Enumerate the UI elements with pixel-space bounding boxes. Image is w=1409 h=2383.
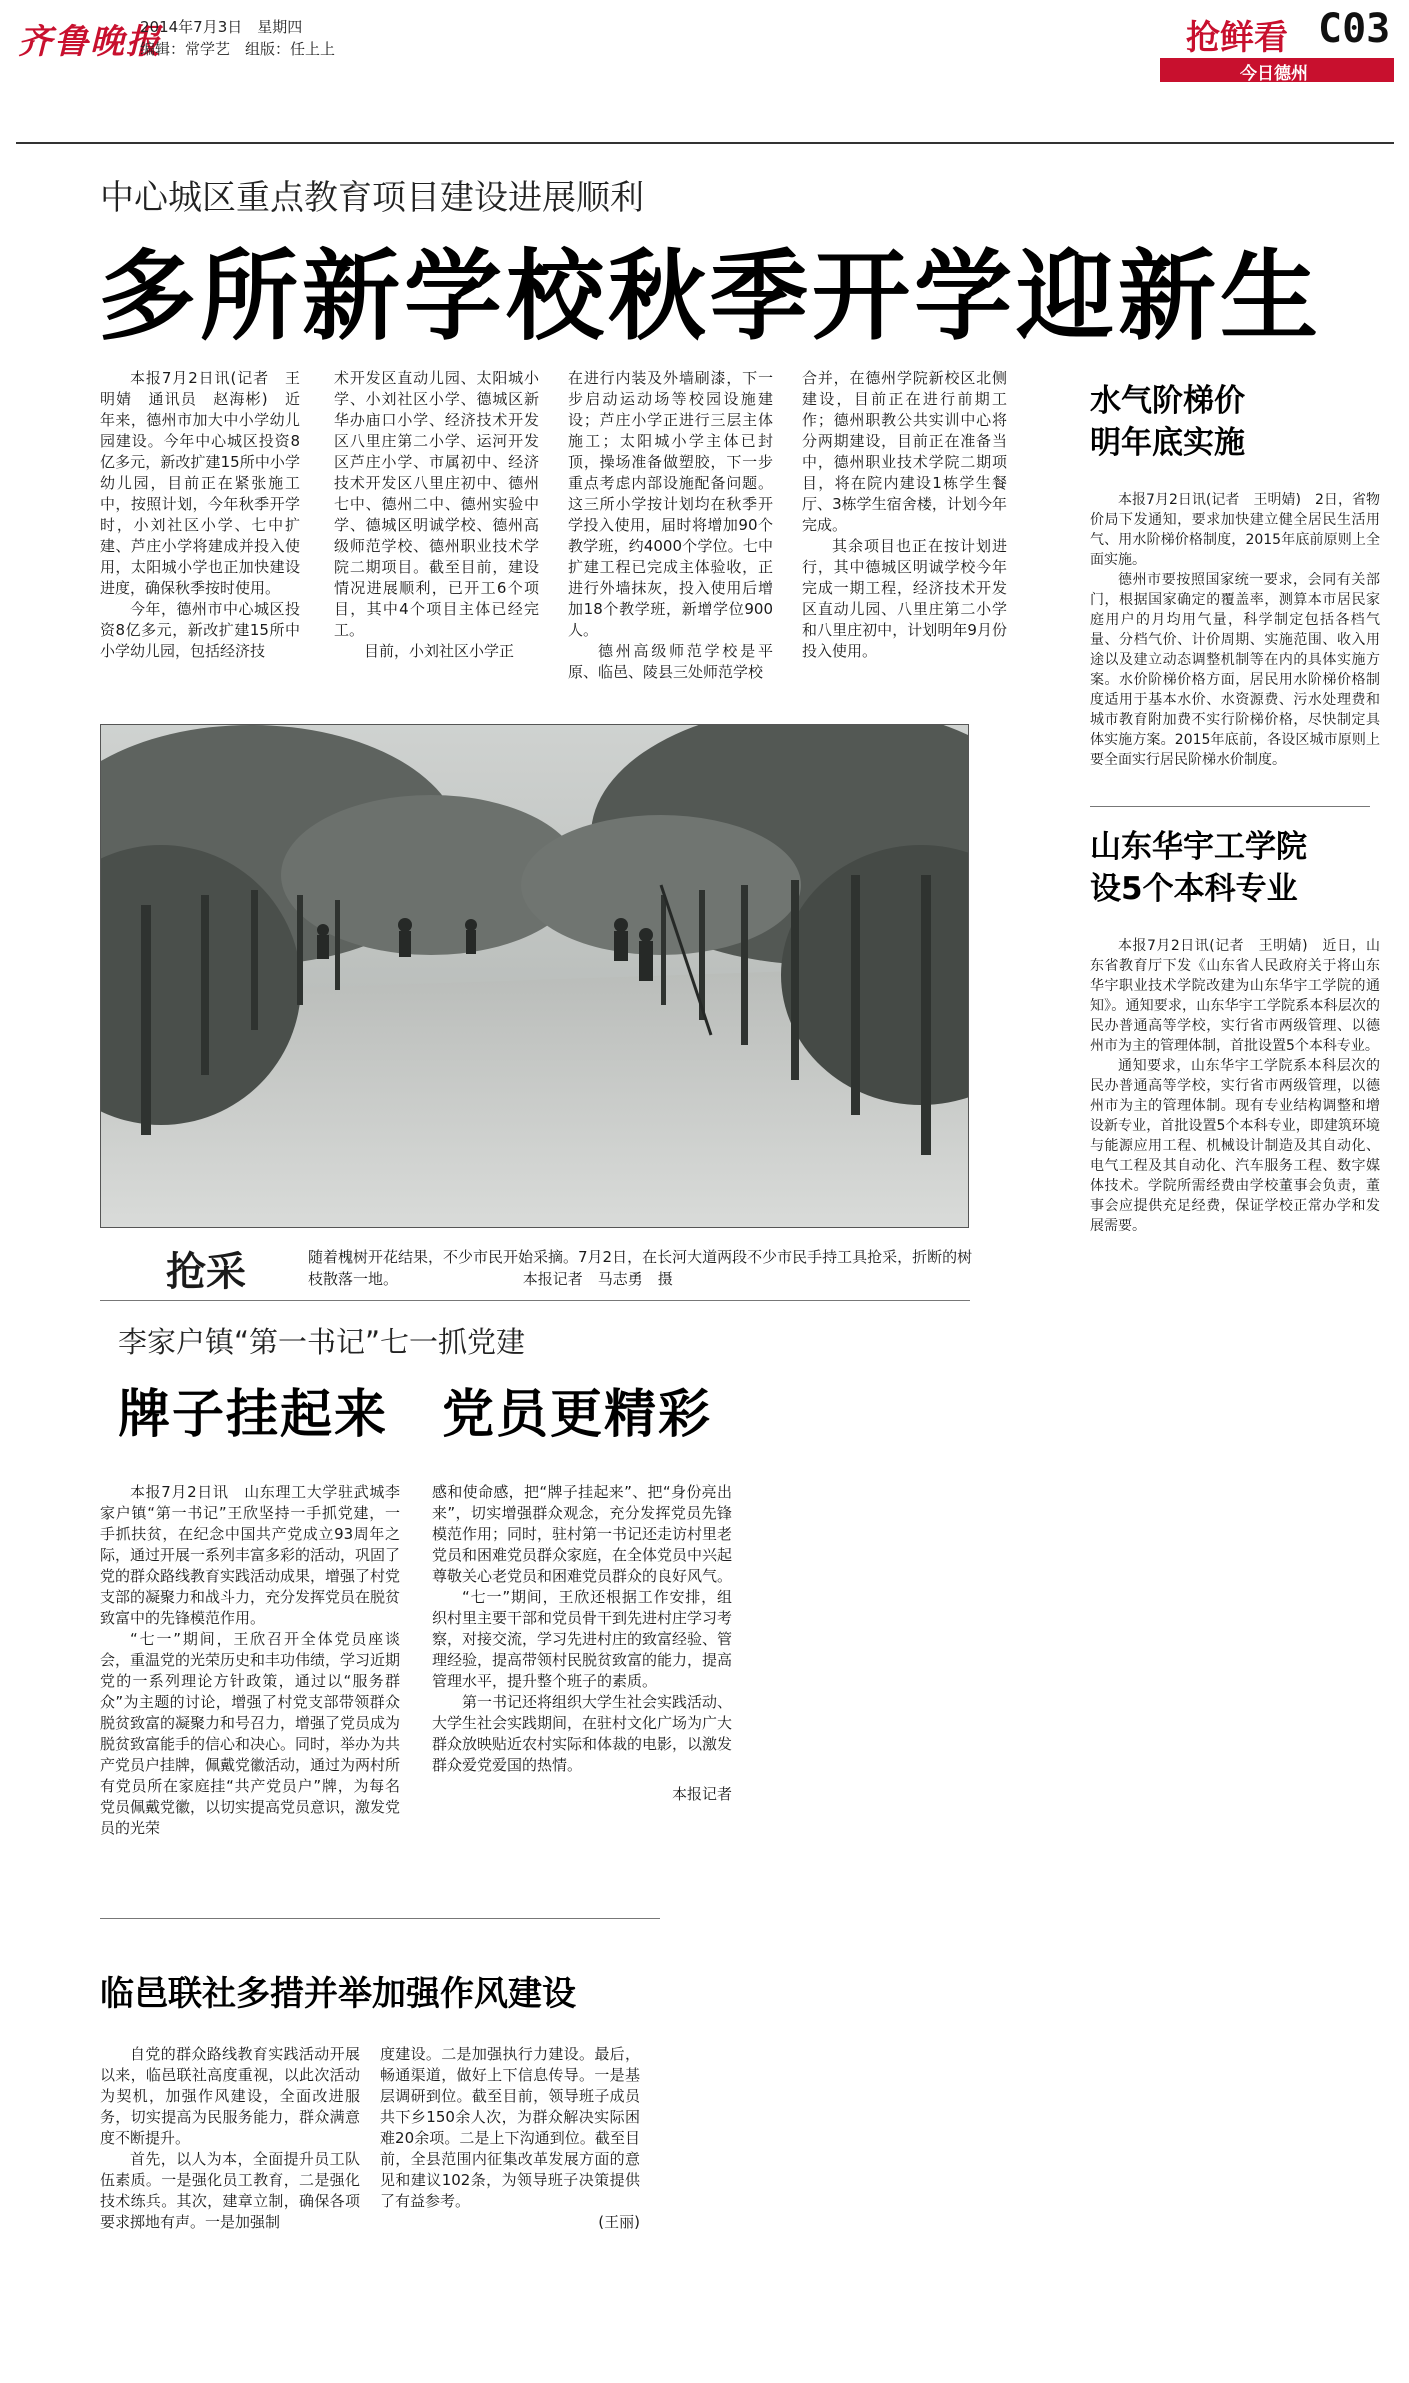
lead-column-1 [100,368,300,662]
side-story-title-line: 明年底实施 [1090,425,1245,461]
paragraph: 其余项目也正在按计划进行，其中德城区明诚学校今年完成一期工程，经济技术开发区直动儿园、八里庄第二小学和八里庄初中，计划明年9月份投入使用。 [802,537,1007,660]
side-story-body [1090,490,1380,770]
paragraph: 感和使命感，把“牌子挂起来”、把“身份亮出来”，切实增强群众观念，充分发挥党员先锋模范作用；同时，驻村第一书记还走访村里老党员和困难党员群众家庭，在全体党员中兴起尊敬关心老党员和困难党员群众的良好风气。 [432,1483,733,1585]
photo-illustration [101,725,968,1227]
story3-column-1 [100,2044,360,2233]
side-story-title-line: 水气阶梯价 [1090,383,1245,419]
news-photo [100,724,969,1228]
paragraph: 在进行内装及外墙刷漆，下一步启动运动场等校园设施建设；芦庄小学正进行三层主体施工；太阳城小学主体已封顶，操场准备做塑胶，下一步重点考虑内部设施配备问题。这三所小学按计划均在秋季开学投入使用，届时将增加90个教学班，约4000个学位。七中扩建工程已完成主体验收，正进行外墙抹灰，投入使用后增加18个教学班，新增学位900人。 [568,369,773,639]
side-story-body [1090,936,1380,1236]
page-number: C03 [1318,6,1391,52]
story2-column-1 [100,1482,400,1839]
masthead-logo: 齐鲁晚报 [18,22,162,62]
header-rule [16,142,1394,144]
lead-column-4 [802,368,1007,662]
photo-caption-block [308,1246,978,1290]
photo-title: 抢采 [166,1249,246,1295]
paragraph: 本报7月2日讯 山东理工大学驻武城李家户镇“第一书记”王欣坚持一手抓党建，一手抓扶贫，在纪念中国共产党成立93周年之际，通过开展一系列丰富多彩的活动，巩固了党的群众路线教育实践活动成果，增强了村党支部的凝聚力和战斗力，充分发挥党员在脱贫致富中的先锋模范作用。 [100,1483,401,1627]
side-story-water-gas [1090,380,1380,770]
paragraph: 通知要求，山东华宇工学院系本科层次的民办普通高等学校，实行省市两级管理，以德州市为主的管理体制。现有专业结构调整和增设新专业，首批设置5个本科专业，即建筑环境与能源应用工程、机械设计制造及其自动化、电气工程及其自动化、汽车服务工程、数字媒体技术。学院所需经费由学校董事会负责，董事会应提供充足经费，保证学校正常办学和发展需要。 [1090,1058,1380,1234]
paragraph: 自党的群众路线教育实践活动开展以来，临邑联社高度重视，以此次活动为契机，加强作风建设，全面改进服务，切实提高为民服务能力，群众满意度不断提升。 [100,2045,360,2147]
paragraph: 度建设。二是加强执行力建设。最后，畅通渠道，做好上下信息传导。一是基层调研到位。截至目前，领导班子成员共下乡150余人次，为群众解决实际困难20余项。二是上下沟通到位。截至目前，全县范围内征集改革发展方面的意见和建议102条，为领导班子决策提供了有益参考。 [380,2045,640,2210]
section-name: 抢鲜看 [1186,18,1288,58]
story-divider [100,1918,660,1919]
side-divider [1090,806,1370,807]
lead-column-2 [334,368,539,662]
editors-line: 编辑：常学艺 组版：任上上 [140,40,336,58]
lead-column-3 [568,368,773,683]
paragraph: 目前，小刘社区小学正 [364,642,515,660]
paragraph: 今年，德州市中心城区投资8亿多元，新改扩建15所中小学幼儿园，包括经济技 [100,600,300,660]
story3-column-2 [380,2044,640,2233]
paragraph: 首先，以人为本，全面提升员工队伍素质。一是强化员工教育，二是强化技术练兵。其次，建章立制，确保各项要求掷地有声。一是加强制 [100,2150,360,2231]
paragraph: “七一”期间，王欣还根据工作安排，组织村里主要干部和党员骨干到先进村庄学习考察，对接交流，学习先进村庄的致富经验、管理经验，提高带领村民脱贫致富的能力，提高管理水平，提升整个班子的素质。 [432,1588,733,1690]
photo-caption: 随着槐树开花结果，不少市民开始采摘。7月2日，在长河大道两段不少市民手持工具抢采，折断的树枝散落一地。 [308,1248,973,1288]
subsection-name: 今日德州 [1240,64,1308,84]
story3-headline: 临邑联社多措并举加强作风建设 [100,1974,576,2014]
paragraph: 德州市要按照国家统一要求，会同有关部门，根据国家确定的覆盖率，测算本市居民家庭用户的月均用气量，科学制定包括各档气量、分档气价、计价周期、实施范围、收入用途以及建立动态调整机制等在内的具体实施方案。水价阶梯价格方面，居民用水阶梯价格制度适用于基本水价、水资源费、污水处理费和城市教育附加费不实行阶梯价格，尽快制定具体实施方案。2015年底前，各设区城市原则上要全面实行居民阶梯水价制度。 [1090,572,1380,768]
paragraph: 本报7月2日讯(记者 王明婧) 近日，山东省教育厅下发《山东省人民政府关于将山东华宇职业技术学院改建为山东华宇工学院的通知》。通知要求，山东华宇工学院系本科层次的民办普通高等学校，实行省市两级管理、以德州市为主的管理体制，首批设置5个本科专业。 [1090,938,1380,1054]
story3-byline: (王丽) [598,2213,640,2231]
side-story-title-line: 山东华宇工学院 [1090,829,1307,865]
section-divider [100,1300,970,1301]
lead-kicker: 中心城区重点教育项目建设进展顺利 [100,178,644,218]
photo-credit: 本报记者 马志勇 摄 [522,1270,673,1288]
paragraph: 第一书记还将组织大学生社会实践活动、大学生社会实践期间，在驻村文化广场为广大群众放映贴近农村实际和体裁的电影，以激发群众爱党爱国的热情。 [432,1693,733,1774]
paragraph: “七一”期间，王欣召开全体党员座谈会，重温党的光荣历史和丰功伟绩，学习近期党的一系列理论方针政策，通过以“服务群众”为主题的讨论，增强了村党支部带领群众脱贫致富的凝聚力和号召力，增强了党员成为脱贫致富能手的信心和决心。同时，举办为共产党员户挂牌，佩戴党徽活动，通过为两村所有党员所在家庭挂“共产党员户”牌，为每名党员佩戴党徽，以切实提高党员意识，激发党员的光荣 [100,1630,401,1837]
story2-byline: 本报记者 [671,1785,732,1803]
side-story-huayu [1090,826,1380,1236]
story2-headline: 牌子挂起来 党员更精彩 [118,1385,713,1445]
paragraph: 德州高级师范学校是平原、临邑、陵县三处师范学校 [568,642,773,681]
story2-column-2 [432,1482,732,1805]
paragraph: 合并，在德州学院新校区北侧建设，目前正在进行前期工作；德州职教公共实训中心将分两期建设，目前正在准备当中，德州职业技术学院二期项目，将在院内建设1栋学生餐厅、3栋学生宿舍楼，计划今年完成。 [802,369,1007,534]
side-story-title-line: 设5个本科专业 [1090,871,1298,907]
lead-headline: 多所新学校秋季开学迎新生 [98,240,1323,354]
paragraph: 本报7月2日讯(记者 王明婧 通讯员 赵海彬) 近年来，德州市加大中小学幼儿园建设。今年中心城区投资8亿多元，新改扩建15所中小学幼儿园，目前正在紧张施工中，按照计划，今年秋季开学时，小刘社区小学、七中扩建、芦庄小学将建成并投入使用，太阳城小学也正加快建设进度，确保秋季按时使用。 [100,369,300,597]
issue-date: 2014年7月3日 星期四 [140,18,303,36]
paragraph: 本报7月2日讯(记者 王明婧) 2日，省物价局下发通知，要求加快建立健全居民生活用气、用水阶梯价格制度，2015年底前原则上全面实施。 [1090,492,1380,568]
story2-kicker: 李家户镇“第一书记”七一抓党建 [118,1325,526,1359]
paragraph: 术开发区直动儿园、太阳城小学、小刘社区小学、德城区新华办庙口小学、经济技术开发区八里庄第二小学、运河开发区芦庄小学、市属初中、经济技术开发区八里庄初中、德州七中、德州二中、德州实验中学、德城区明诚学校、德州高级师范学校、德州职业技术学院二期项目。截至目前，建设情况进展顺利，已开工6个项目，其中4个项目主体已经完工。 [334,369,539,639]
